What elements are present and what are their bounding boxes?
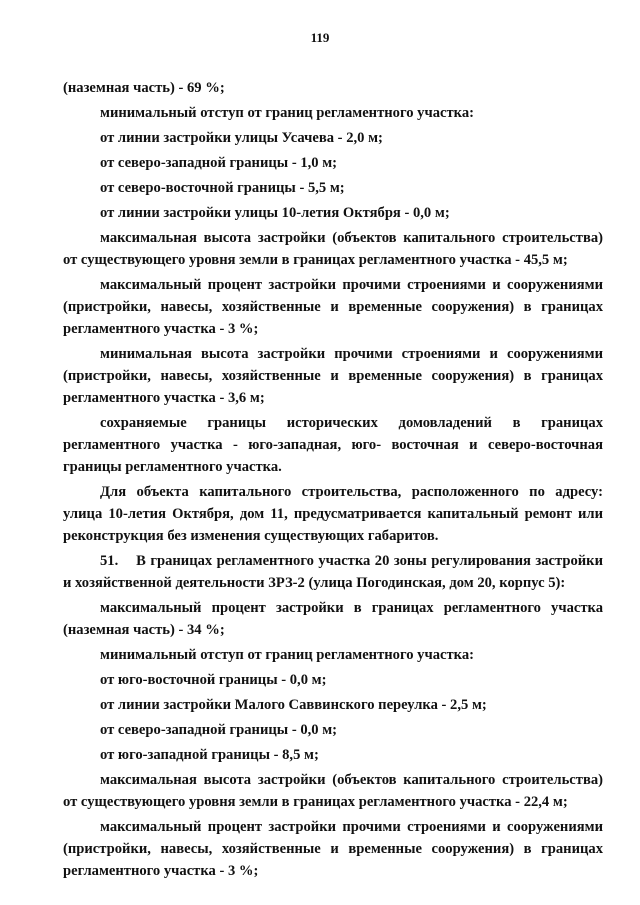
paragraph: от северо-западной границы - 1,0 м; xyxy=(100,155,338,171)
paragraph: (наземная часть) - 69 %; xyxy=(63,80,225,96)
paragraph: максимальный процент застройки прочими строениями и сооружениями (пристройки, навесы, хозяйственные и временные сооружения) в границах регламентного участка - 3 %; xyxy=(63,277,603,337)
document-body xyxy=(63,77,603,882)
paragraph: максимальная высота застройки (объектов капитального строительства) от существующего уровня земли в границах регламентного участка - 22,4 м; xyxy=(63,772,603,810)
paragraph: от северо-западной границы - 0,0 м; xyxy=(100,722,338,738)
paragraph: сохраняемые границы исторических домовладений в границах регламентного участка - юго-западная, юго- восточная и северо-восточная границы регламентного участка. xyxy=(63,415,603,475)
paragraph: минимальный отступ от границ регламентного участка: xyxy=(100,105,474,121)
paragraph: от юго-западной границы - 8,5 м; xyxy=(100,747,319,763)
paragraph: минимальный отступ от границ регламентного участка: xyxy=(100,647,474,663)
paragraph: максимальная высота застройки (объектов капитального строительства) от существующего уровня земли в границах регламентного участка - 45,5 м; xyxy=(63,230,603,268)
paragraph: от юго-восточной границы - 0,0 м; xyxy=(100,672,327,688)
paragraph: Для объекта капитального строительства, расположенного по адресу: улица 10-летия Октября, дом 11, предусматривается капитальный ремонт или реконструкция без изменения существующих габаритов. xyxy=(63,484,603,544)
page-number: 119 xyxy=(310,30,330,45)
paragraph: от линии застройки улицы 10-летия Октября - 0,0 м; xyxy=(100,205,450,221)
paragraph: 51. В границах регламентного участка 20 зоны регулирования застройки и хозяйственной деятельности ЗРЗ-2 (улица Погодинская, дом 20, корпус 5): xyxy=(63,553,603,591)
paragraph: от северо-восточной границы - 5,5 м; xyxy=(100,180,345,196)
paragraph: минимальная высота застройки прочими строениями и сооружениями (пристройки, навесы, хозяйственные и временные сооружения) в границах регламентного участка - 3,6 м; xyxy=(63,346,603,406)
paragraph: от линии застройки Малого Саввинского переулка - 2,5 м; xyxy=(100,697,487,713)
paragraph: максимальный процент застройки в границах регламентного участка (наземная часть) - 34 %; xyxy=(63,600,603,638)
paragraph: максимальный процент застройки прочими строениями и сооружениями (пристройки, навесы, хозяйственные и временные сооружения) в границах регламентного участка - 3 %; xyxy=(63,819,603,879)
paragraph: от линии застройки улицы Усачева - 2,0 м; xyxy=(100,130,383,146)
